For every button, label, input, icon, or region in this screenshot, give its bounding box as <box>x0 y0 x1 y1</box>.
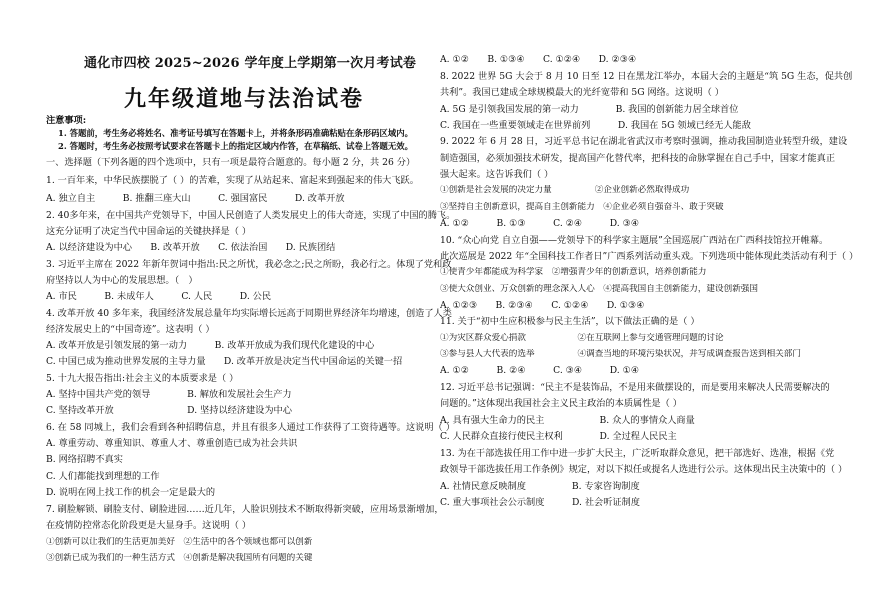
question-line: 政领导干部选拔任用工作条例》规定，对以下拟任或提名人选进行公示。这体现出民主决策中的（ ） <box>440 464 848 475</box>
question-line: 此次巡展是 2022 年“全国科技工作者日”广西系列活动重头戏。下列选项中能体现此类活动有利于（ ） <box>440 251 859 262</box>
question-line: 经济发展史上的“中国奇迹”。这表明（ ） <box>46 324 215 335</box>
question-line: 4. 改革开放 40 多年来，我国经济发展总量年均实际增长远高于同期世界经济年均增速，创造了人类 <box>46 308 452 319</box>
option-line: C. 人民群众直接行使民主权利 D. 全过程人民民主 <box>440 431 677 442</box>
question-line: 制造强国，必须加强技术研发，提高国产化替代率，把科技的命脉掌握在自己手中，国家才能真正 <box>440 153 836 164</box>
option-line: A. 尊重劳动、尊重知识、尊重人才、尊重创造已成为社会共识 <box>46 438 298 449</box>
option-line: A. ①② B. ①③④ C. ①②④ D. ②③④ <box>440 54 637 65</box>
option-line: A. 坚持中国共产党的领导 B. 解放和发展社会生产力 <box>46 389 292 400</box>
question-line: 共利”。我国已建成全球规模最大的光纤宽带和 5G 网络。这说明（ ） <box>440 87 724 98</box>
statement-line: ③创新已成为我们的一种生活方式 ④创新是解决我国所有问题的关键 <box>46 553 313 563</box>
statement-line: ③坚持自主创新意识，提高自主创新能力 ④企业必须自强奋斗、敢于突破 <box>440 202 724 212</box>
option-line: A. 具有强大生命力的民主 B. 众人的事情众人商量 <box>440 415 695 426</box>
question-line: 9. 2022 年 6 月 28 日，习近平总书记在湖北省武汉市考察时强调，推动我国制造业转型升级，建设 <box>440 136 848 147</box>
option-line: A. 改革开放是引领发展的第一动力 B. 改革开放成为我们现代化建设的中心 <box>46 340 375 351</box>
notice-item-2: 2. 答题时，考生务必按照考试要求在答题卡上的指定区域内作答，在草稿纸、试卷上答题无效。 <box>58 141 414 151</box>
option-line: D. 说明在网上找工作的机会一定是最大的 <box>46 487 216 498</box>
question-line: 问题的。”这体现出我国社会主义民主政治的本质属性是（ ） <box>440 398 682 409</box>
question-line: 强大起来。这告诉我们（ ） <box>440 169 554 180</box>
option-line: C. 坚持改革开放 D. 坚持以经济建设为中心 <box>46 405 292 416</box>
exam-title: 九年级道地与法治试卷 <box>124 86 365 112</box>
statement-line: ①创新是社会发展的决定力量 ②企业创新必然取得成功 <box>440 185 690 195</box>
question-line: 3. 习近平主席在 2022 年新年贺词中指出:民之所忧，我必念之;民之所盼，我必行之。体现了党和政 <box>46 259 452 270</box>
question-line: 12. 习近平总书记强调：“民主不是装饰品，不是用来做摆设的，而是要用来解决人民需要解决的 <box>440 382 830 393</box>
option-line: A. ①② B. ②④ C. ③④ D. ①④ <box>440 365 640 376</box>
option-line: A. ①②③ B. ②③④ C. ①②④ D. ①③④ <box>440 300 645 311</box>
option-line: C. 中国已成为推动世界发展的主导力量 D. 改革开放是决定当代中国命运的关键一招 <box>46 356 403 367</box>
statement-line: ③参与县人大代表的选举 ④调查当地的环境污染状况，并写成调查报告送到相关部门 <box>440 349 801 359</box>
question-line: 10. “众心向党 自立自强——党领导下的科学家主题展”全国巡展广西站在广西科技馆拉开帷幕。 <box>440 235 829 246</box>
notice-heading: 注意事项: <box>46 115 87 126</box>
question-line: 8. 2022 世界 5G 大会于 8 月 10 日至 12 日在黑龙江举办，本届大会的主题是“筑 5G 生态，促共创 <box>440 71 853 82</box>
question-line: 在疫情防控常态化阶段更是大显身手。这说明（ ） <box>46 520 252 531</box>
question-line: 2. 40多年来，在中国共产党领导下，中国人民创造了人类发展史上的伟大奇迹，实现了中国的腾飞。 <box>46 210 456 221</box>
question-line: 府坚持以人为中心的发展思想。（ ） <box>46 275 198 286</box>
question-line: 1. 一百年来，中华民族摆脱了（ ）的苦难，实现了从站起来、富起来到强起来的伟大飞跃。 <box>46 175 419 186</box>
notice-item-1: 1. 答题前，考生务必将姓名、准考证号填写在答题卡上，并将条形码准确粘贴在条形码区域内。 <box>58 128 414 138</box>
option-line: A. 市民 B. 未成年人 C. 人民 D. 公民 <box>46 291 272 302</box>
exam-subtitle: 通化市四校 2025~2026 学年度上学期第一次月考试卷 <box>84 56 417 71</box>
option-line: B. 网络招聘不真实 <box>46 454 123 465</box>
option-line: A. ①② B. ①③ C. ②④ D. ③④ <box>440 218 640 229</box>
question-line: 13. 为在干部选拔任用工作中进一步扩大民主，广泛听取群众意见，把干部选好、选准，根据《党 <box>440 448 835 459</box>
option-line: C. 我国在一些重要领域走在世界前列 D. 我国在 5G 领域已经无人能敌 <box>440 120 751 131</box>
statement-line: ③使大众创业、万众创新的理念深入人心 ④提高我国自主创新能力，建设创新强国 <box>440 284 758 294</box>
question-line: 6. 在 58 同城上，我们会看到各种招聘信息，并且有很多人通过工作获得了工资待遇等。这说明（ ） <box>46 422 455 433</box>
option-line: C. 人们都能找到理想的工作 <box>46 471 160 482</box>
option-line: A. 独立自主 B. 推翻三座大山 C. 强国富民 D. 改革开放 <box>46 193 345 204</box>
question-line: 这充分证明了决定当代中国命运的关键抉择是（ ） <box>46 226 252 237</box>
option-line: A. 社情民意反映制度 B. 专家咨询制度 <box>440 481 640 492</box>
statement-line: ①使青少年都能成为科学家 ②增强青少年的创新意识，培养创新能力 <box>440 267 707 277</box>
option-line: C. 重大事项社会公示制度 D. 社会听证制度 <box>440 497 640 508</box>
question-line: 11. 关于“初中生应积极参与民主生活”，以下做法正确的是（ ） <box>440 316 700 327</box>
statement-line: ①为灾区群众爱心捐款 ②在互联网上参与交通管理问题的讨论 <box>440 333 724 343</box>
question-line: 7. 刷脸解锁、刷脸支付、刷脸进园……近几年，人脸识别技术不断取得新突破，应用场景渐增加， <box>46 504 444 515</box>
section-heading: 一、选择题（下列各题的四个选项中，只有一项是最符合题意的。每小题 2 分，共 26 分） <box>46 157 416 168</box>
option-line: A. 以经济建设为中心 B. 改革开放 C. 依法治国 D. 民族团结 <box>46 242 336 253</box>
question-line: 5. 十九大报告指出:社会主义的本质要求是（ ） <box>46 373 239 384</box>
option-line: A. 5G 是引领我国发展的第一动力 B. 我国的创新能力居全球首位 <box>440 104 739 115</box>
statement-line: ①创新可以让我们的生活更加美好 ②生活中的各个领域也都可以创新 <box>46 537 313 547</box>
